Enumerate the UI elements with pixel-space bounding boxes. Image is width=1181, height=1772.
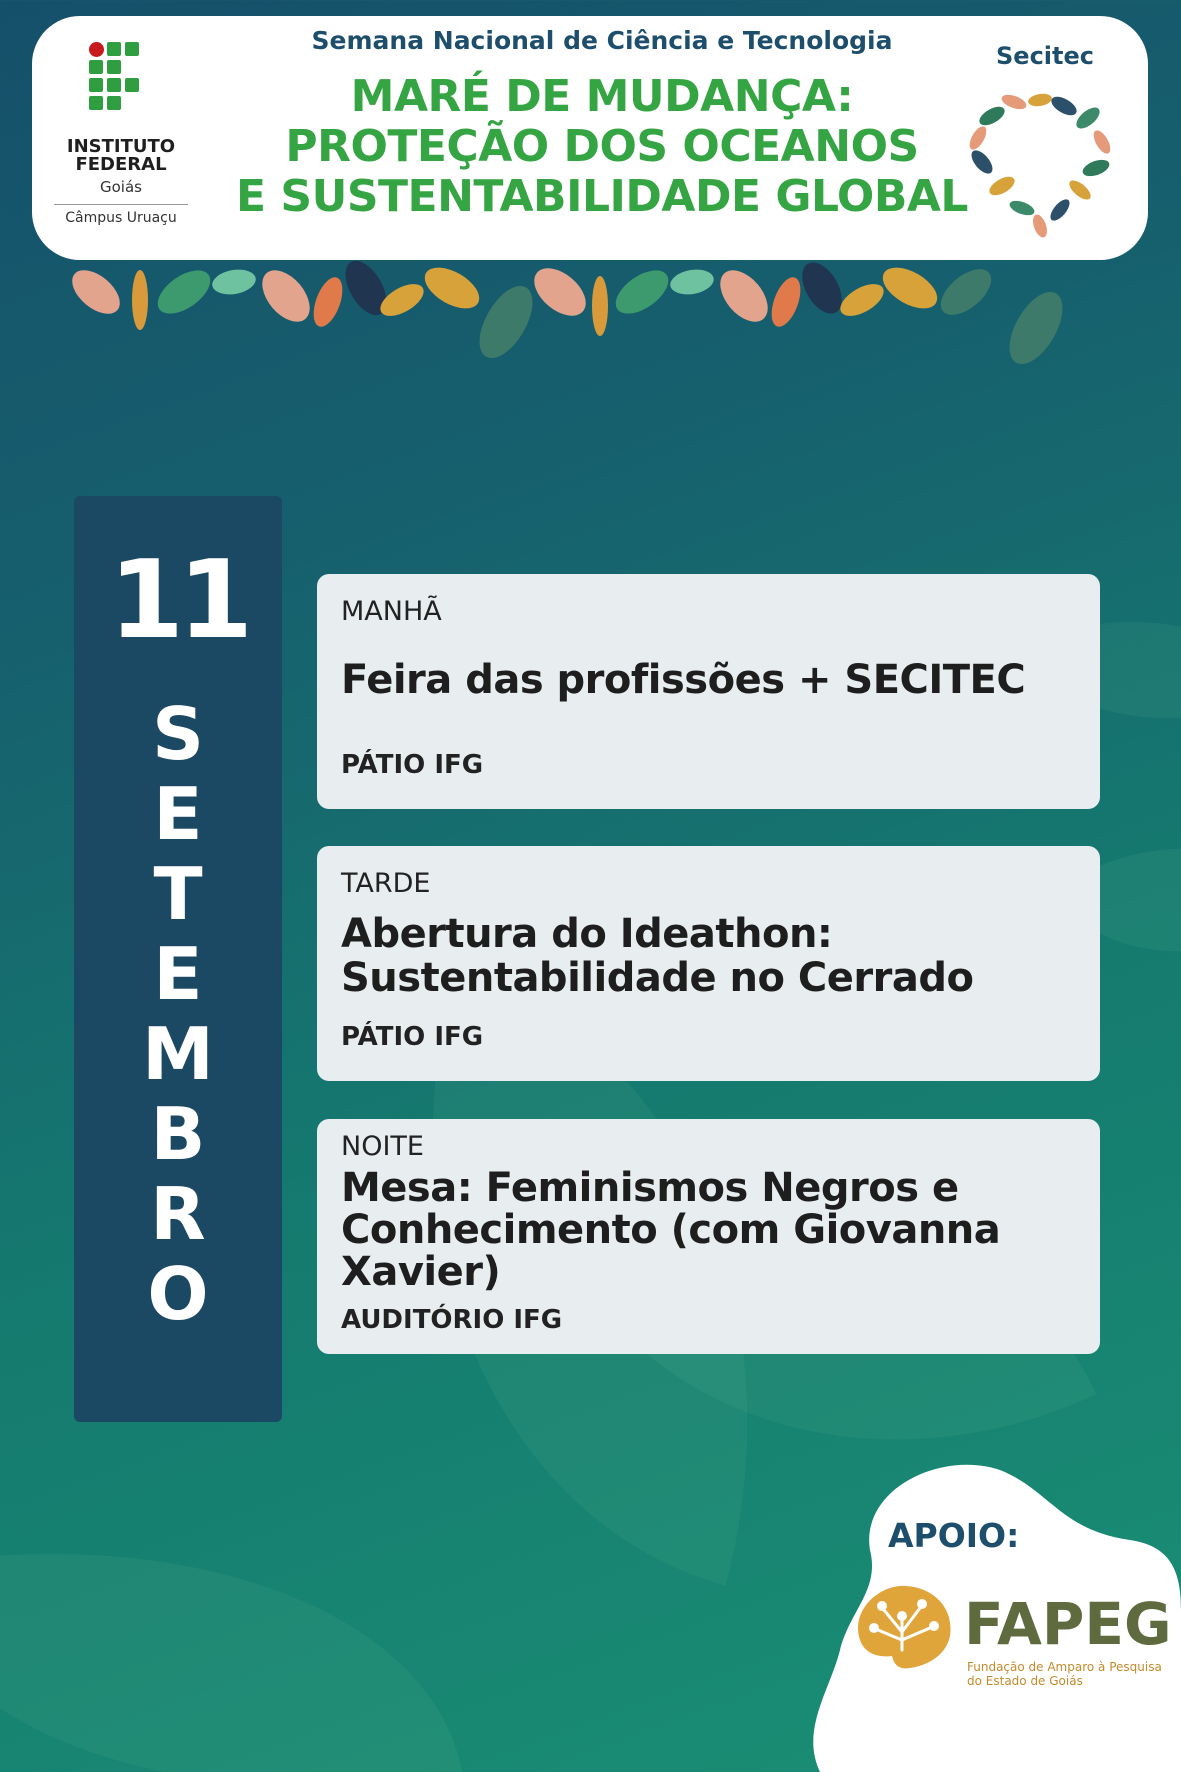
main-title	[202, 72, 1002, 222]
month-letter: S	[152, 692, 204, 776]
event-title: Mesa: Feminismos Negros e Conhecimento (com Giovanna Xavier)	[341, 1165, 1001, 1295]
event-period: MANHÃ	[341, 596, 442, 627]
month-letter: E	[153, 772, 203, 856]
event-card-morning	[317, 574, 1100, 809]
institute-logo	[54, 42, 188, 242]
title-line: MARÉ DE MUDANÇA:	[350, 71, 854, 122]
event-period: NOITE	[341, 1131, 424, 1162]
month-letter: E	[153, 932, 203, 1016]
month-letter: T	[153, 852, 203, 936]
institute-campus: Câmpus Uruaçu	[65, 210, 177, 226]
secitec-label: Secitec	[996, 42, 1094, 70]
background-leaf	[0, 1477, 462, 1772]
institute-state: Goiás	[100, 178, 142, 196]
sponsor-name: FAPEG	[964, 1590, 1172, 1658]
fapeg-brain-icon	[850, 1580, 956, 1672]
if-grid-icon	[89, 42, 149, 118]
event-location: PÁTIO IFG	[341, 1022, 484, 1052]
month-letter: M	[142, 1012, 214, 1096]
event-card-afternoon	[317, 846, 1100, 1081]
event-card-night	[317, 1119, 1100, 1354]
secitec-leaf-map-icon	[952, 76, 1128, 252]
event-location: PÁTIO IFG	[341, 750, 484, 780]
event-title: Feira das profissões + SECITEC	[341, 657, 1026, 703]
date-month	[74, 694, 282, 1334]
date-panel	[74, 496, 282, 1422]
header-banner	[32, 16, 1148, 260]
institute-name: INSTITUTO FEDERAL	[66, 136, 176, 175]
event-location: AUDITÓRIO IFG	[341, 1305, 563, 1335]
month-letter: O	[147, 1252, 209, 1336]
sponsor-full-name: Fundação de Amparo à Pesquisa do Estado de Goiás	[967, 1660, 1162, 1688]
support-label: APOIO:	[888, 1516, 1020, 1555]
leaf-garland	[66, 252, 1106, 382]
event-title: Abertura do Ideathon: Sustentabilidade no Cerrado	[341, 911, 974, 1001]
divider	[54, 204, 188, 205]
date-day: 11	[108, 538, 248, 663]
event-series: Semana Nacional de Ciência e Tecnologia	[311, 26, 893, 55]
month-letter: R	[150, 1172, 206, 1256]
event-period: TARDE	[341, 868, 431, 899]
title-line: PROTEÇÃO DOS OCEANOS	[285, 121, 919, 172]
month-letter: B	[150, 1092, 206, 1176]
title-line: E SUSTENTABILIDADE GLOBAL	[236, 171, 968, 222]
